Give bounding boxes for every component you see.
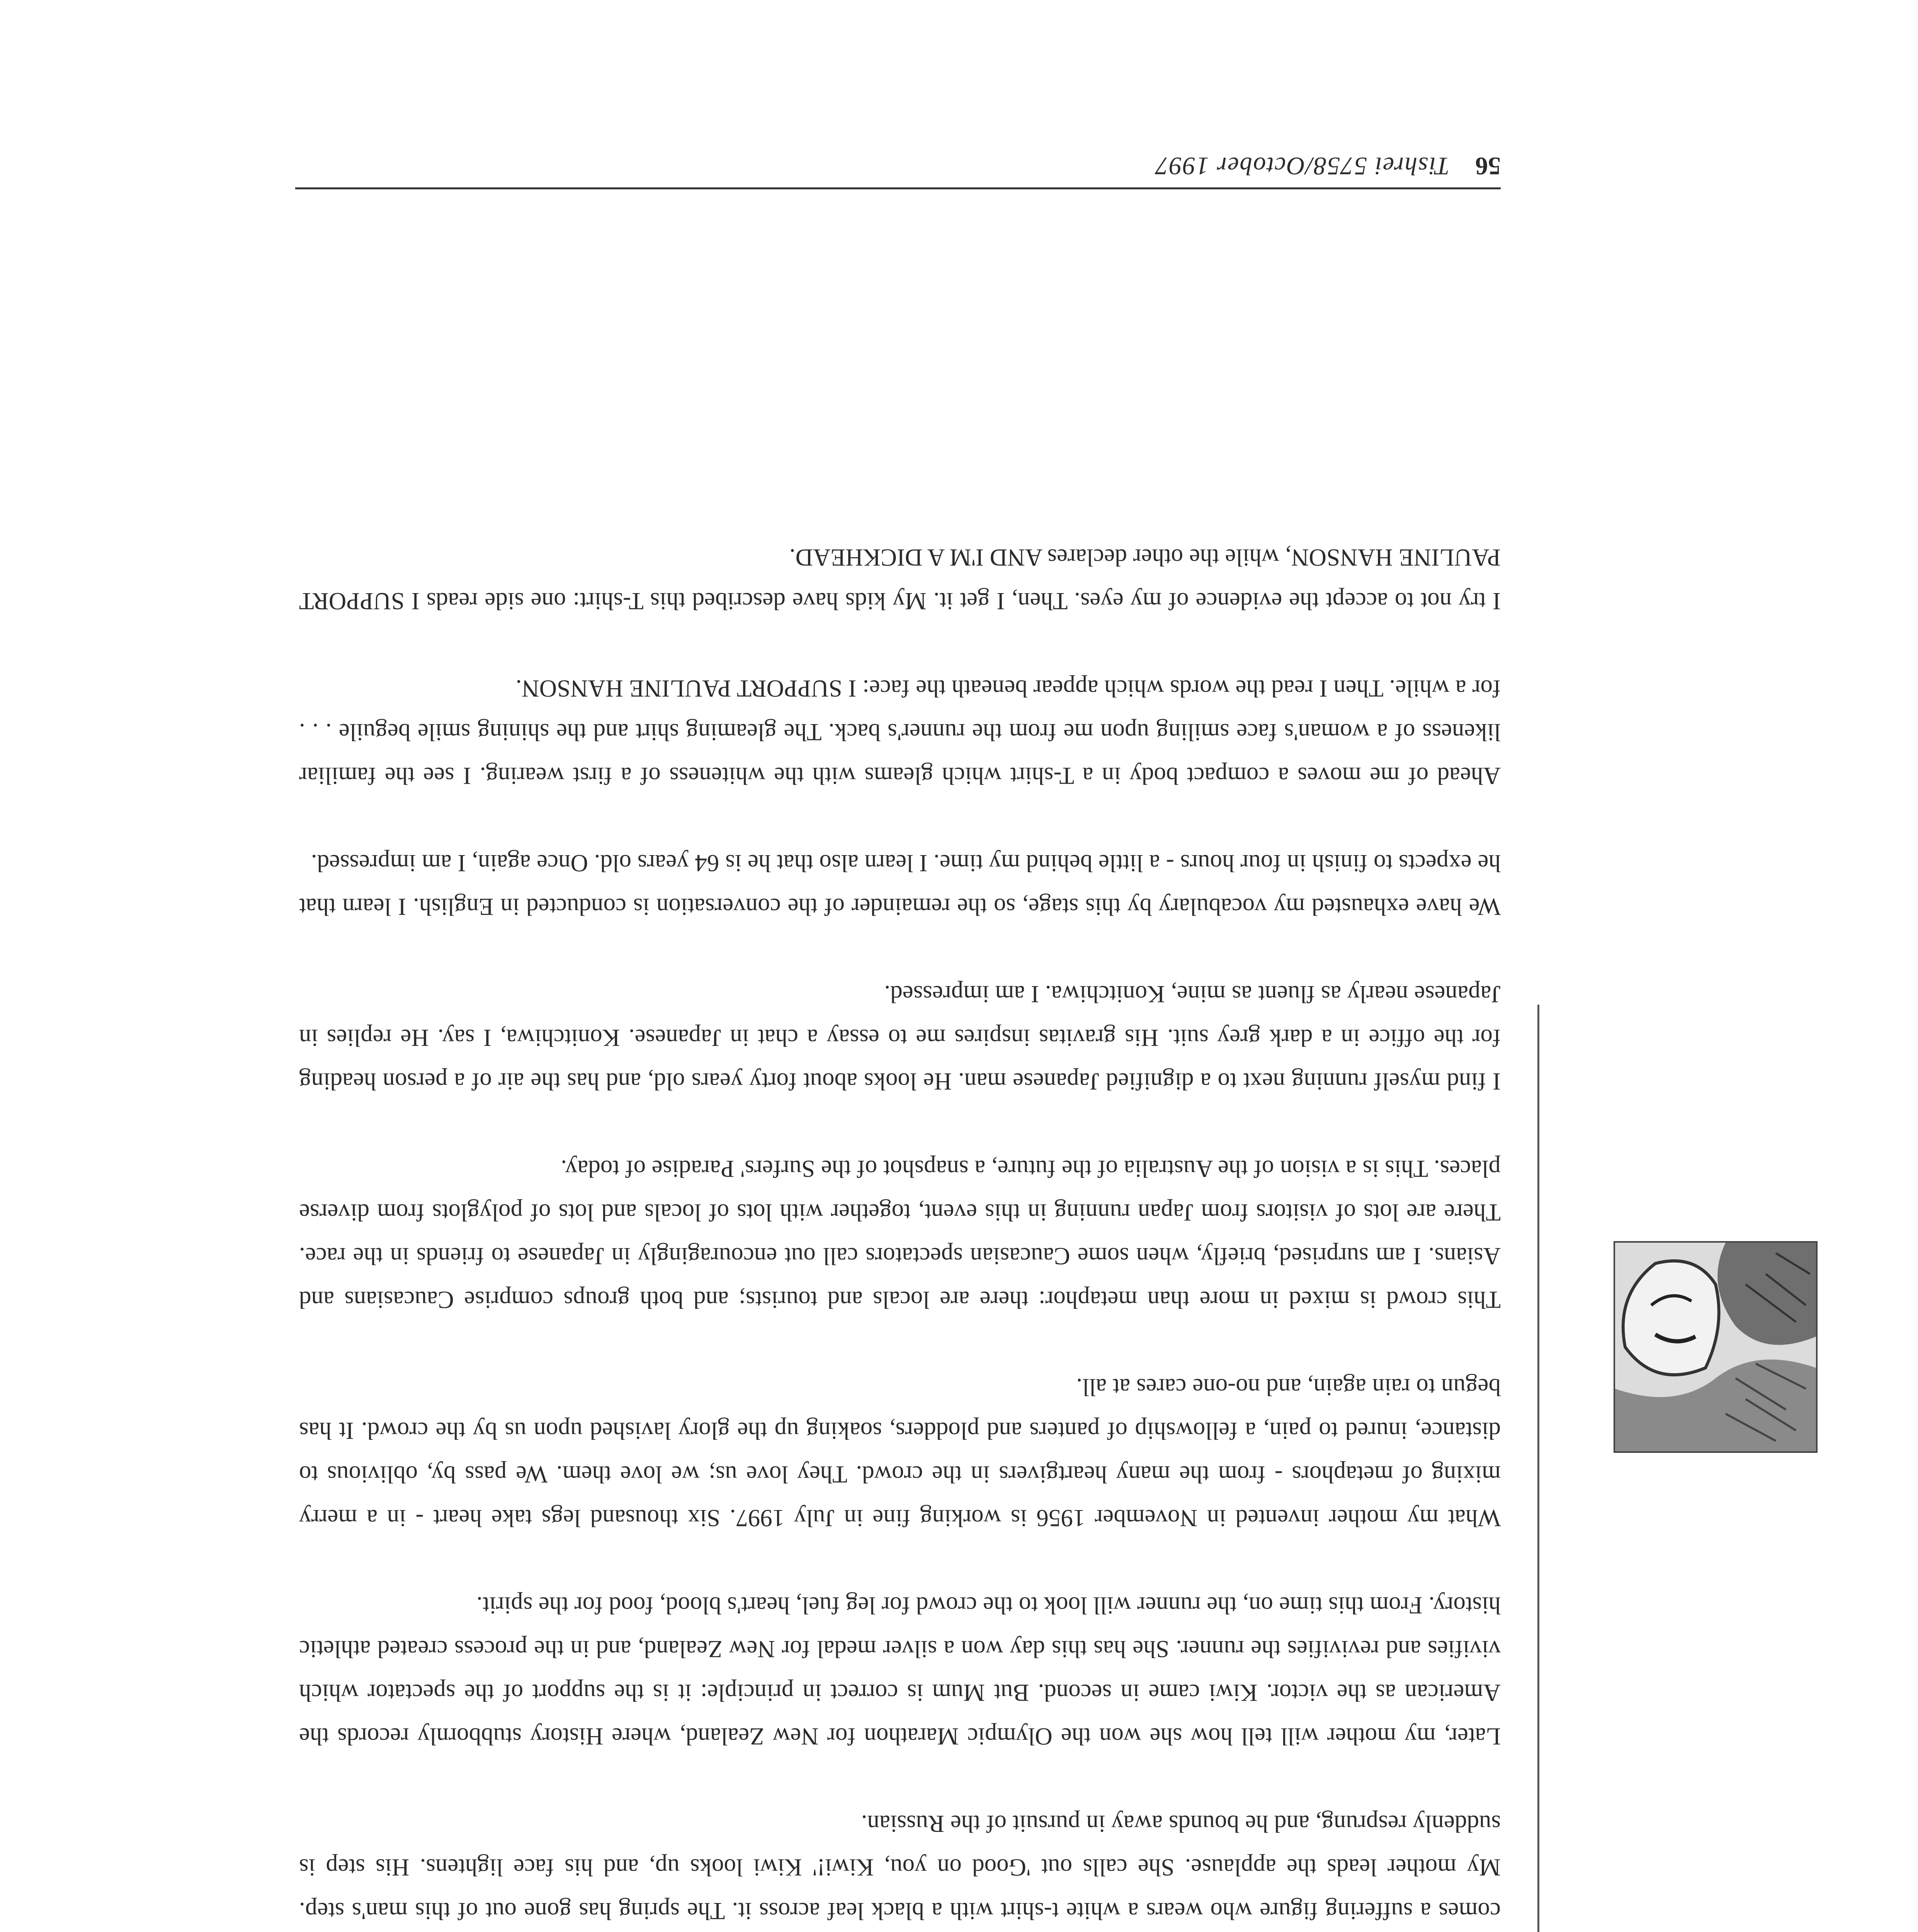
sketch-illustration bbox=[1614, 1241, 1818, 1453]
page-number: 56 bbox=[1475, 152, 1501, 180]
issue-date: Tishrei 5758/October 1997 bbox=[1155, 152, 1450, 180]
paragraph: This crowd is mixed in more than metaphor: there are locals and tourists; and both groups comprise Caucasians and Asians. I am surprised, briefly, when some Caucasian spectators call out encouragingly in Japanese to friends in the race. There are lots of visitors from Japan running in this event, together with lots of locals and lots of polyglots from diverse places. This is a vision of the Australia of the future, a snapshot of the Surfers' Paradise of today. bbox=[299, 1155, 1501, 1313]
paragraph: What my mother invented in November 1956 is working fine in July 1997. Six thousand legs take heart - in a merry mixing of metaphors - from the many heartgivers in the crowd. They love us; we love them. We pass by, oblivious to distance, inured to pain, a fellowship of panters and plodders, soaking up the glory lavished upon us by the crowd. It has begun to rain again, and no-one cares at all. bbox=[299, 1374, 1501, 1532]
paragraph: I find myself running next to a dignified Japanese man. He looks about forty years old, and has the air of a person heading for the office in a dark grey suit. His gravitas inspires me to essay a chat in Japanese. Konitchiwa, I say. He replies in Japanese nearly as fluent as mine, Konitchiwa. I am impressed. bbox=[299, 981, 1501, 1095]
page-footer bbox=[295, 151, 1501, 189]
paragraph: We have exhausted my vocabulary by this stage, so the remainder of the conversation is conducted in English. I learn that he expects to finish in four hours - a little behind my time. I learn also that he is 64 years old. Once again, I am impressed. bbox=[299, 850, 1501, 920]
paragraph: Ahead of me moves a compact body in a T-shirt which gleams with the whiteness of a first wearing. I see the familiar likeness of a woman's face smiling upon me from the runner's back. The gleaming shirt and the shining smile beguile . . . for a while. Then I read the words which appear beneath the face: I SUPPORT PAULINE HANSON. bbox=[299, 675, 1501, 789]
margin-rule bbox=[1537, 1005, 1539, 1932]
paragraph: comes a suffering figure who wears a white t-shirt with a black leaf across it. The spring has gone out of this man's step. My mother leads the applause. She calls out 'Good on you, Kiwi!' Kiwi looks up, and his face lightens. His step is suddenly resprung, and he bounds away in pursuit of the Russian. bbox=[299, 1810, 1501, 1925]
paragraph: I try not to accept the evidence of my eyes. Then, I get it. My kids have described this T-shirt: one side reads I SUPPORT PAULINE HANSON, while the other declares AND I'M A DICKHEAD. bbox=[299, 544, 1501, 615]
paragraph: Later, my mother will tell how she won the Olympic Marathon for New Zealand, where History stubbornly records the American as the victor. Kiwi came in second. But Mum is correct in principle: it is the support of the spectator which vivifies and revivifies the runner. She has this day won a silver medal for New Zealand, and in the process created athletic history. From this time on, the runner will look to the crowd for leg fuel, heart's blood, food for the spirit. bbox=[299, 1592, 1501, 1750]
article-body bbox=[299, 492, 1501, 1932]
sketch-face-drawing bbox=[1615, 1243, 1816, 1451]
